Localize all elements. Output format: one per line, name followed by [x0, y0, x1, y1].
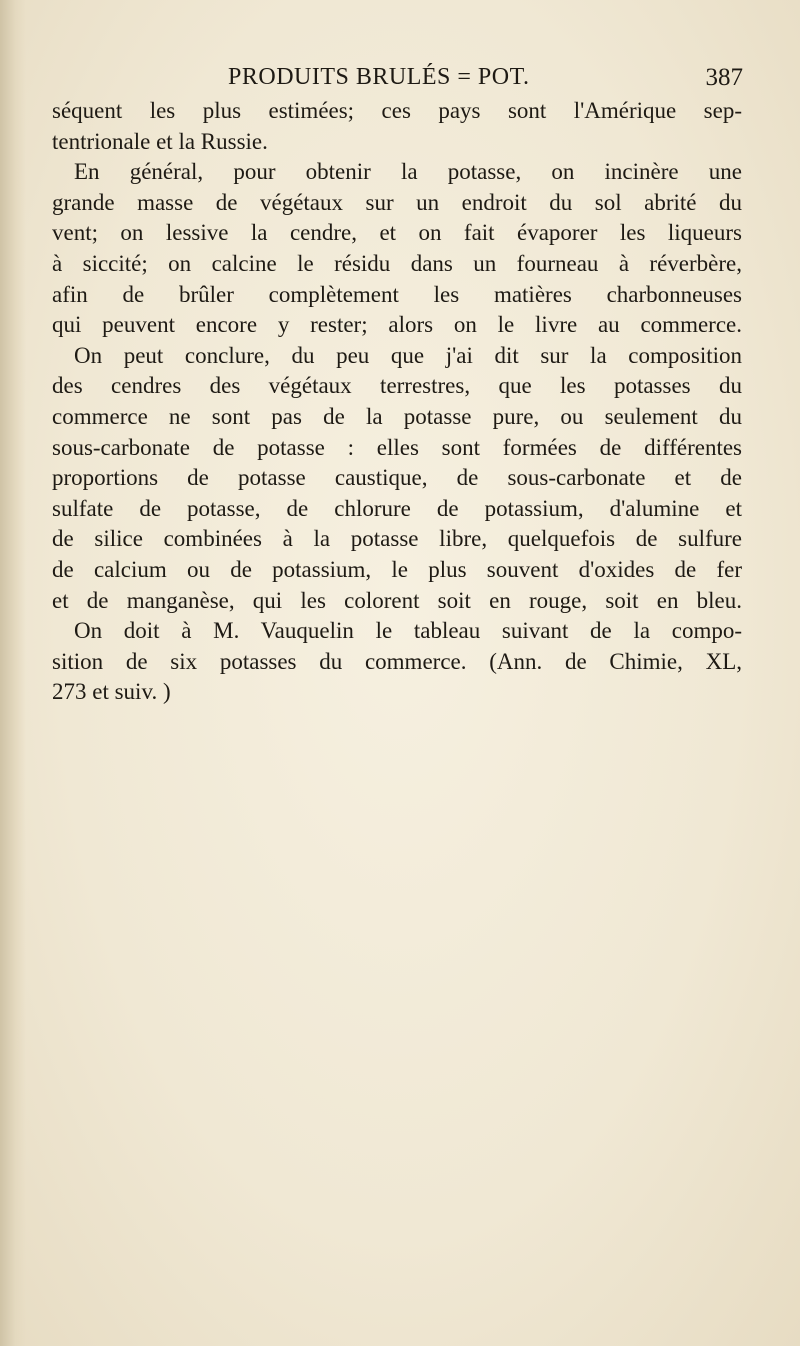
text-line: qui peuvent encore y rester; alors on le livre au commerce. [52, 312, 742, 338]
page-header [228, 64, 743, 96]
text-line: grande masse de végétaux sur un endroit du sol abrité du [52, 189, 742, 215]
text-line: 273 et suiv. ) [52, 679, 171, 705]
text-line: On doit à M. Vauquelin le tableau suivant de la compo- [74, 618, 742, 644]
page-number: 387 [705, 64, 743, 91]
text-line: sulfate de potasse, de chlorure de potassium, d'alumine et [52, 495, 742, 521]
text-line: de silice combinées à la potasse libre, quelquefois de sulfure [52, 526, 742, 552]
text-line: à siccité; on calcine le résidu dans un fourneau à réverbère, [52, 250, 742, 276]
body-text [52, 96, 742, 708]
text-line: sition de six potasses du commerce. (Ann. de Chimie, XL, [52, 648, 742, 674]
text-line: sous-carbonate de potasse : elles sont formées de différentes [52, 434, 742, 460]
text-line: En général, pour obtenir la potasse, on incinère une [74, 159, 742, 185]
text-line: des cendres des végétaux terrestres, que les potasses du [52, 373, 742, 399]
binding-shadow [0, 0, 26, 1346]
text-line: afin de brûler complètement les matières charbonneuses [52, 281, 742, 307]
text-line: vent; on lessive la cendre, et on fait évaporer les liqueurs [52, 220, 742, 246]
text-line: On peut conclure, du peu que j'ai dit sur la composition [74, 342, 742, 368]
text-line: de calcium ou de potassium, le plus souvent d'oxides de fer [52, 556, 742, 582]
text-line: proportions de potasse caustique, de sous-carbonate et de [52, 465, 742, 491]
text-line: et de manganèse, qui les colorent soit en rouge, soit en bleu. [52, 587, 742, 613]
running-head: PRODUITS BRULÉS = POT. [228, 64, 530, 90]
text-line: séquent les plus estimées; ces pays sont l'Amérique sep- [52, 98, 742, 123]
text-line: commerce ne sont pas de la potasse pure, ou seulement du [52, 403, 742, 429]
text-line: tentrionale et la Russie. [52, 128, 268, 154]
